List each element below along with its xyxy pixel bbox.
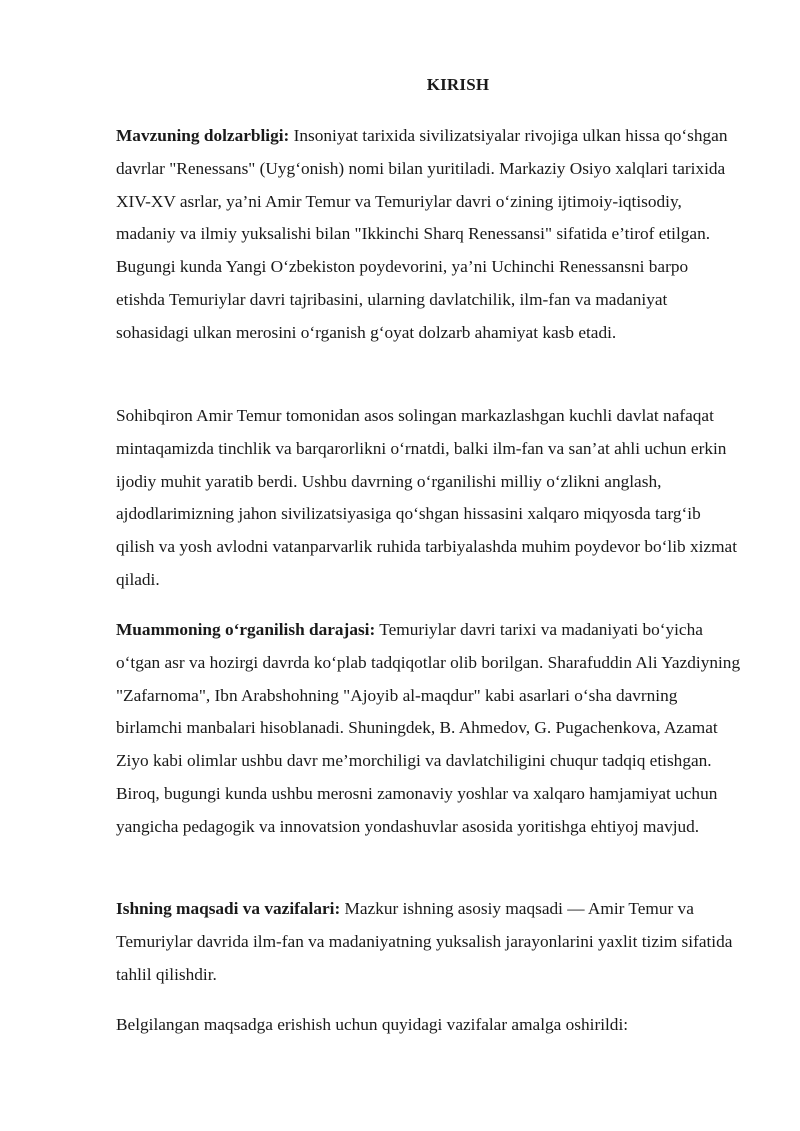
paragraph-heading: Mavzuning dolzarbligi: — [116, 126, 290, 145]
paragraph-relevance — [116, 120, 741, 350]
paragraph-text: Temuriylar davri tarixi va madaniyati bo‘yicha o‘tgan asr va hozirgi davrda ko‘plab tadqiqotlar olib borilgan. Sharafuddin Ali Yazdiyning "Zafarnoma", Ibn Arabshohning "Ajoyib al-maqdur" kabi asarlari o‘sha davrning birlamchi manbalari hisoblanadi. Shuningdek, B. Ahmedov, G. Pugachenkova, Azamat Ziyo kabi olimlar ushbu davr me’morchiligi va davlatchiligini chuqur tadqiq etishgan. Biroq, bugungi kunda ushbu merosni zamonaviy yoshlar va xalqaro hamjamiyat uchun yangicha pedagogik va innovatsion yondashuvlar asosida yoritishga ehtiyoj mavjud. — [116, 620, 741, 836]
paragraph-research-degree — [116, 614, 741, 844]
paragraph-text: Sohibqiron Amir Temur tomonidan asos solingan markazlashgan kuchli davlat nafaqat mintaqamizda tinchlik va barqarorlikni o‘rnatdi, balki ilm-fan va san’at ahli uchun erkin ijodiy muhit yaratib berdi. Ushbu davrning o‘rganilishi milliy o‘zlikni anglash, ajdodlarimizning jahon sivilizatsiyasiga qo‘shgan hissasini xalqaro miqyosda targ‘ib qilish va yosh avlodni vatanparvarlik ruhida tarbiyalashda muhim poydevor bo‘lib xizmat qiladi. — [116, 406, 738, 589]
paragraph-text: Mazkur ishning asosiy maqsadi — Amir Temur va Temuriylar davrida ilm-fan va madaniyatning yuksalish jarayonlarini yaxlit tizim sifatida tahlil qilishdir. — [116, 899, 733, 984]
paragraph-significance — [116, 400, 741, 597]
paragraph-heading: Ishning maqsadi va vazifalari: — [116, 899, 341, 918]
paragraph-text: Belgilangan maqsadga erishish uchun quyidagi vazifalar amalga oshirildi: — [116, 1015, 629, 1034]
paragraph-text: Insoniyat tarixida sivilizatsiyalar rivojiga ulkan hissa qo‘shgan davrlar "Renessans" (Uyg‘onish) nomi bilan yuritiladi. Markaziy Osiyo xalqlari tarixida XIV-XV asrlar, ya’ni Amir Temur va Temuriylar davri o‘zining ijtimoiy-iqtisodiy, madaniy va ilmiy yuksalishi bilan "Ikkinchi Sharq Renessansi" sifatida e’tirof etilgan. Bugungi kunda Yangi O‘zbekiston poydevorini, ya’ni Uchinchi Renessansni barpo etishda Temuriylar davri tajribasini, ularning davlatchilik, ilm-fan va madaniyat sohasidagi ulkan merosini o‘rganish g‘oyat dolzarb ahamiyat kasb etadi. — [116, 126, 728, 342]
paragraph-heading: Muammoning o‘rganilish darajasi: — [116, 620, 376, 639]
page-title: KIRISH — [426, 75, 490, 94]
paragraph-tasks-intro — [116, 1009, 741, 1042]
paragraph-goals — [116, 893, 741, 991]
